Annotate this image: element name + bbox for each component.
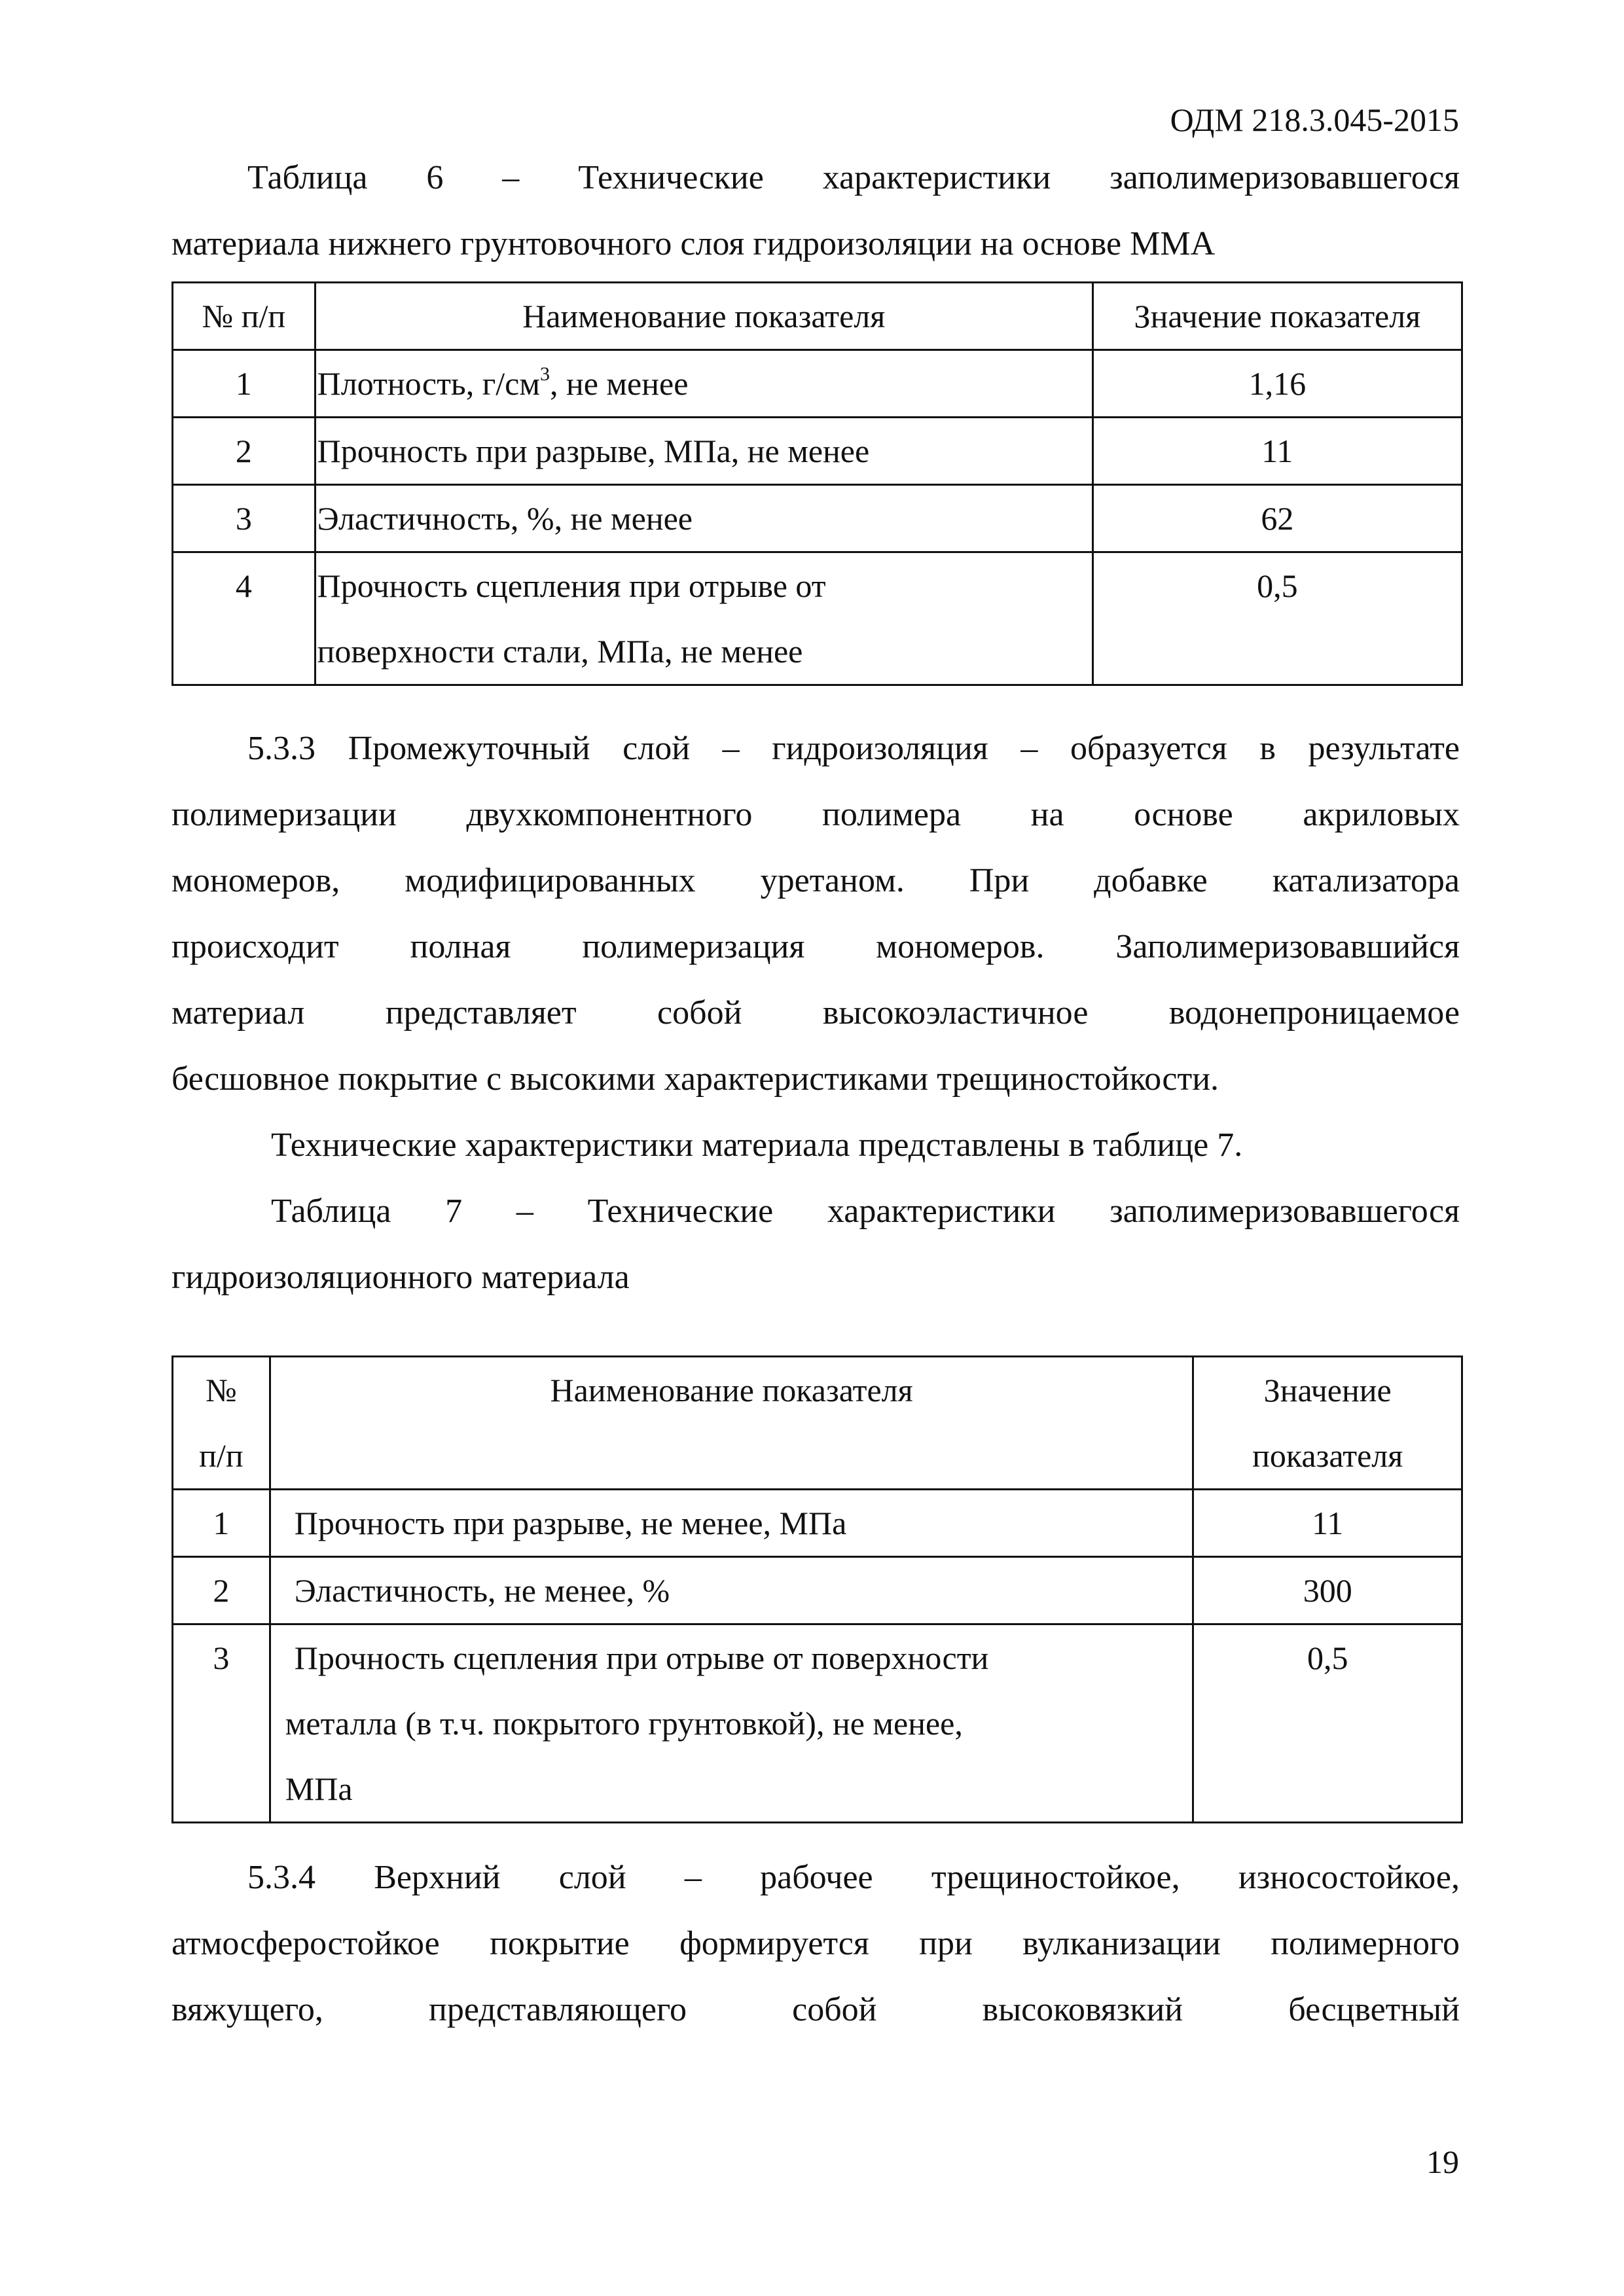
table7-row3-name-line-2: металла (в т.ч. покрытого грунтовкой), не менее,	[285, 1705, 963, 1742]
table6-row1-name-pre: Плотность, г/см	[317, 365, 540, 402]
table6-row4-name-line-1: Прочность сцепления при отрыве от	[317, 567, 826, 604]
table7-caption-line-1: Таблица 7 – Технические характеристики заполимеризовавшегося	[271, 1193, 1460, 1230]
table7-caption	[171, 1178, 1460, 1310]
section-5-3-4-line-3: вяжущего, представляющего собой высоковязкий бесцветный	[171, 1991, 1460, 2028]
table6-header-value: Значение показателя	[1092, 283, 1462, 350]
section-5-3-3-line-3: мономеров, модифицированных уретаном. При добавке катализатора	[171, 862, 1460, 899]
table7-row3-name-line-1: Прочность сцепления при отрыве от поверхности	[294, 1640, 989, 1676]
table-6	[171, 281, 1463, 686]
table6-row1-value: 1,16	[1092, 350, 1462, 418]
table-row	[173, 418, 1462, 485]
table6-row1-name-sup: 3	[539, 363, 550, 385]
document-code: ОДМ 218.3.045-2015	[1170, 101, 1459, 138]
section-5-3-4-line-1: 5.3.4 Верхний слой – рабочее трещиностойкое, износостойкое,	[247, 1859, 1460, 1896]
table7-row3-num: 3	[173, 1624, 270, 1823]
table7-header-value	[1193, 1357, 1462, 1490]
page-number: 19	[1426, 2144, 1459, 2180]
table6-header-row	[173, 283, 1462, 350]
table7-row2-value: 300	[1193, 1557, 1462, 1624]
table6-row1-num: 1	[173, 350, 316, 418]
table7-row3-value: 0,5	[1193, 1624, 1462, 1823]
table6-row1-name	[315, 350, 1092, 418]
table7-header-value-line-1: Значение	[1263, 1372, 1392, 1408]
table6-row2-name: Прочность при разрыве, МПа, не менее	[315, 418, 1092, 485]
table7-row2-name: Эластичность, не менее, %	[270, 1557, 1193, 1624]
table7-header-name: Наименование показателя	[270, 1357, 1193, 1490]
section-5-3-3-line-6: бесшовное покрытие с высокими характеристиками трещиностойкости.	[171, 1060, 1219, 1098]
table7-header-num-line-1: №	[206, 1372, 237, 1408]
table6-row2-num: 2	[173, 418, 316, 485]
table-row	[173, 485, 1462, 552]
table7-caption-line-2: гидроизоляционного материала	[171, 1259, 630, 1296]
table7-row2-num: 2	[173, 1557, 270, 1624]
table6-caption	[171, 145, 1460, 277]
table7-header-row	[173, 1357, 1462, 1490]
section-5-3-3	[171, 715, 1460, 1178]
table6-row1-name-post: , не менее	[549, 365, 689, 402]
table7-row1-num: 1	[173, 1490, 270, 1557]
table-row	[173, 1624, 1462, 1823]
table6-row4-num: 4	[173, 552, 316, 685]
table6-header-num: № п/п	[173, 283, 316, 350]
section-5-3-3-line-1: 5.3.3 Промежуточный слой – гидроизоляция – образуется в результате	[247, 730, 1460, 767]
section-5-3-3-line-2: полимеризации двухкомпонентного полимера на основе акриловых	[171, 796, 1460, 833]
section-5-3-4-line-2: атмосферостойкое покрытие формируется при вулканизации полимерного	[171, 1925, 1460, 1962]
section-5-3-3-line-4: происходит полная полимеризация мономеров. Заполимеризовавшийся	[171, 928, 1460, 965]
table7-row1-value: 11	[1193, 1490, 1462, 1557]
table7-row1-name: Прочность при разрыве, не менее, МПа	[270, 1490, 1193, 1557]
table-row	[173, 1557, 1462, 1624]
table6-row4-name	[315, 552, 1092, 685]
table-row	[173, 552, 1462, 685]
table7-header-value-line-2: показателя	[1252, 1437, 1403, 1474]
table6-row3-value: 62	[1092, 485, 1462, 552]
table6-row4-name-line-2: поверхности стали, МПа, не менее	[317, 633, 803, 670]
table6-row3-num: 3	[173, 485, 316, 552]
table7-header-num	[173, 1357, 270, 1490]
table6-row4-value: 0,5	[1092, 552, 1462, 685]
section-5-3-3-line-5: материал представляет собой высокоэластичное водонепроницаемое	[171, 994, 1460, 1031]
table7-row3-name	[270, 1624, 1193, 1823]
table-row	[173, 1490, 1462, 1557]
table7-header-num-line-2: п/п	[199, 1437, 244, 1474]
table6-header-name: Наименование показателя	[315, 283, 1092, 350]
table6-row2-value: 11	[1092, 418, 1462, 485]
table7-reference: Технические характеристики материала представлены в таблице 7.	[271, 1126, 1243, 1164]
table6-caption-line-1: Таблица 6 – Технические характеристики заполимеризовавшегося	[247, 159, 1460, 196]
table6-row3-name: Эластичность, %, не менее	[315, 485, 1092, 552]
section-5-3-4	[171, 1844, 1460, 2043]
table-row	[173, 350, 1462, 418]
table-7	[171, 1355, 1463, 1823]
table7-row3-name-line-3: МПа	[285, 1770, 353, 1807]
table6-caption-line-2: материала нижнего грунтовочного слоя гидроизоляции на основе ММА	[171, 225, 1216, 262]
